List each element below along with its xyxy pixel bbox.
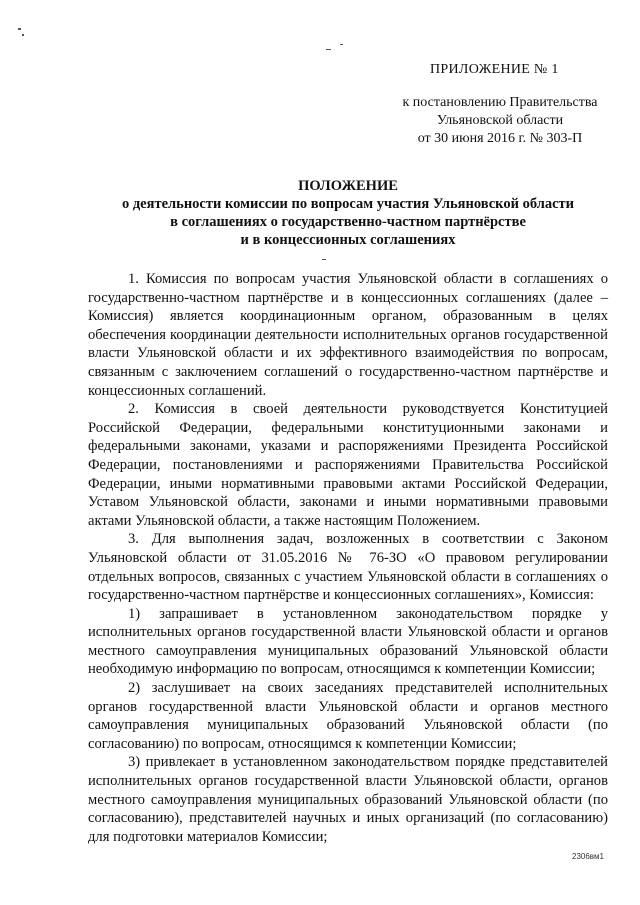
paragraph: 2) заслушивает на своих заседаниях представителей исполнительных органов государственной власти Ульяновской области и органов местного самоуправления муниципальных образований Ульяновской области (по согласованию) по вопросам, относящимся к компетенции Комиссии; <box>88 680 608 752</box>
document-heading <box>88 177 608 249</box>
paragraph: 3. Для выполнения задач, возложенных в соответствии с Законом Ульяновской области от 31.05.2016 № 76-ЗО «О правовом регулировании отдельных вопросов, связанных с участием Ульяновской области в соглашениях о государственно-частном партнёрстве и концессионных соглашениях», Комиссия: <box>88 531 608 604</box>
document-body <box>88 270 608 846</box>
paragraph: 3) привлекает в установленном законодательством порядке представителей исполнительных органов государственной власти Ульяновской области, органов местного самоуправления муниципальных образований Ульяновской области (по согласованию), представителей научных и иных организаций (по согласованию) для подготовки материалов Комиссии; <box>88 754 608 845</box>
document-title: ПОЛОЖЕНИЕ <box>298 178 398 194</box>
scan-speck <box>322 259 326 260</box>
document-subtitle-line: в соглашениях о государственно-частном партнёрстве <box>170 214 526 230</box>
document-code: 2306вм1 <box>572 852 604 861</box>
appendix-ref-line: Ульяновской области <box>436 113 564 128</box>
paragraph: 1. Комиссия по вопросам участия Ульяновской области в соглашениях о государственно-частном партнёрстве и в концессионных соглашениях (далее – Комиссия) является координационным органом, образованным в целях обеспечения координации деятельности исполнительных органов государственной власти Ульяновской области и их эффективного взаимодействия по вопросам, связанным с заключением соглашений о государственно-частном партнёрстве и концессионных соглашений. <box>88 271 608 399</box>
paragraph: 1) запрашивает в установленном законодательством порядке у исполнительных органов государственной власти Ульяновской области и органов местного самоуправления муниципальных образований Ульяновской области необходимую информацию по вопросам, относящимся к компетенции Комиссии; <box>88 605 608 678</box>
scan-speck <box>340 44 343 45</box>
appendix-title: ПРИЛОЖЕНИЕ № 1 <box>430 62 559 77</box>
scan-speck <box>22 34 24 36</box>
document-subtitle-line: о деятельности комиссии по вопросам участия Ульяновской области <box>121 196 575 212</box>
appendix-ref-line: от 30 июня 2016 г. № 303-П <box>417 131 583 146</box>
scan-speck <box>18 28 21 30</box>
paragraph: 2. Комиссия в своей деятельности руководствуется Конституцией Российской Федерации, федеральными конституционными законами и федеральными законами, указами и распоряжениями Президента Российской Федерации, постановлениями и распоряжениями Правительства Российской Федерации, иными нормативными правовыми актами Российской Федерации, Уставом Ульяновской области, законами и иными нормативными правовыми актами Ульяновской области, а также настоящим Положением. <box>88 401 608 529</box>
appendix-reference <box>380 94 620 148</box>
appendix-ref-line: к постановлению Правительства <box>402 95 598 110</box>
document-subtitle-line: и в концессионных соглашениях <box>240 232 456 248</box>
scan-speck <box>326 49 331 50</box>
